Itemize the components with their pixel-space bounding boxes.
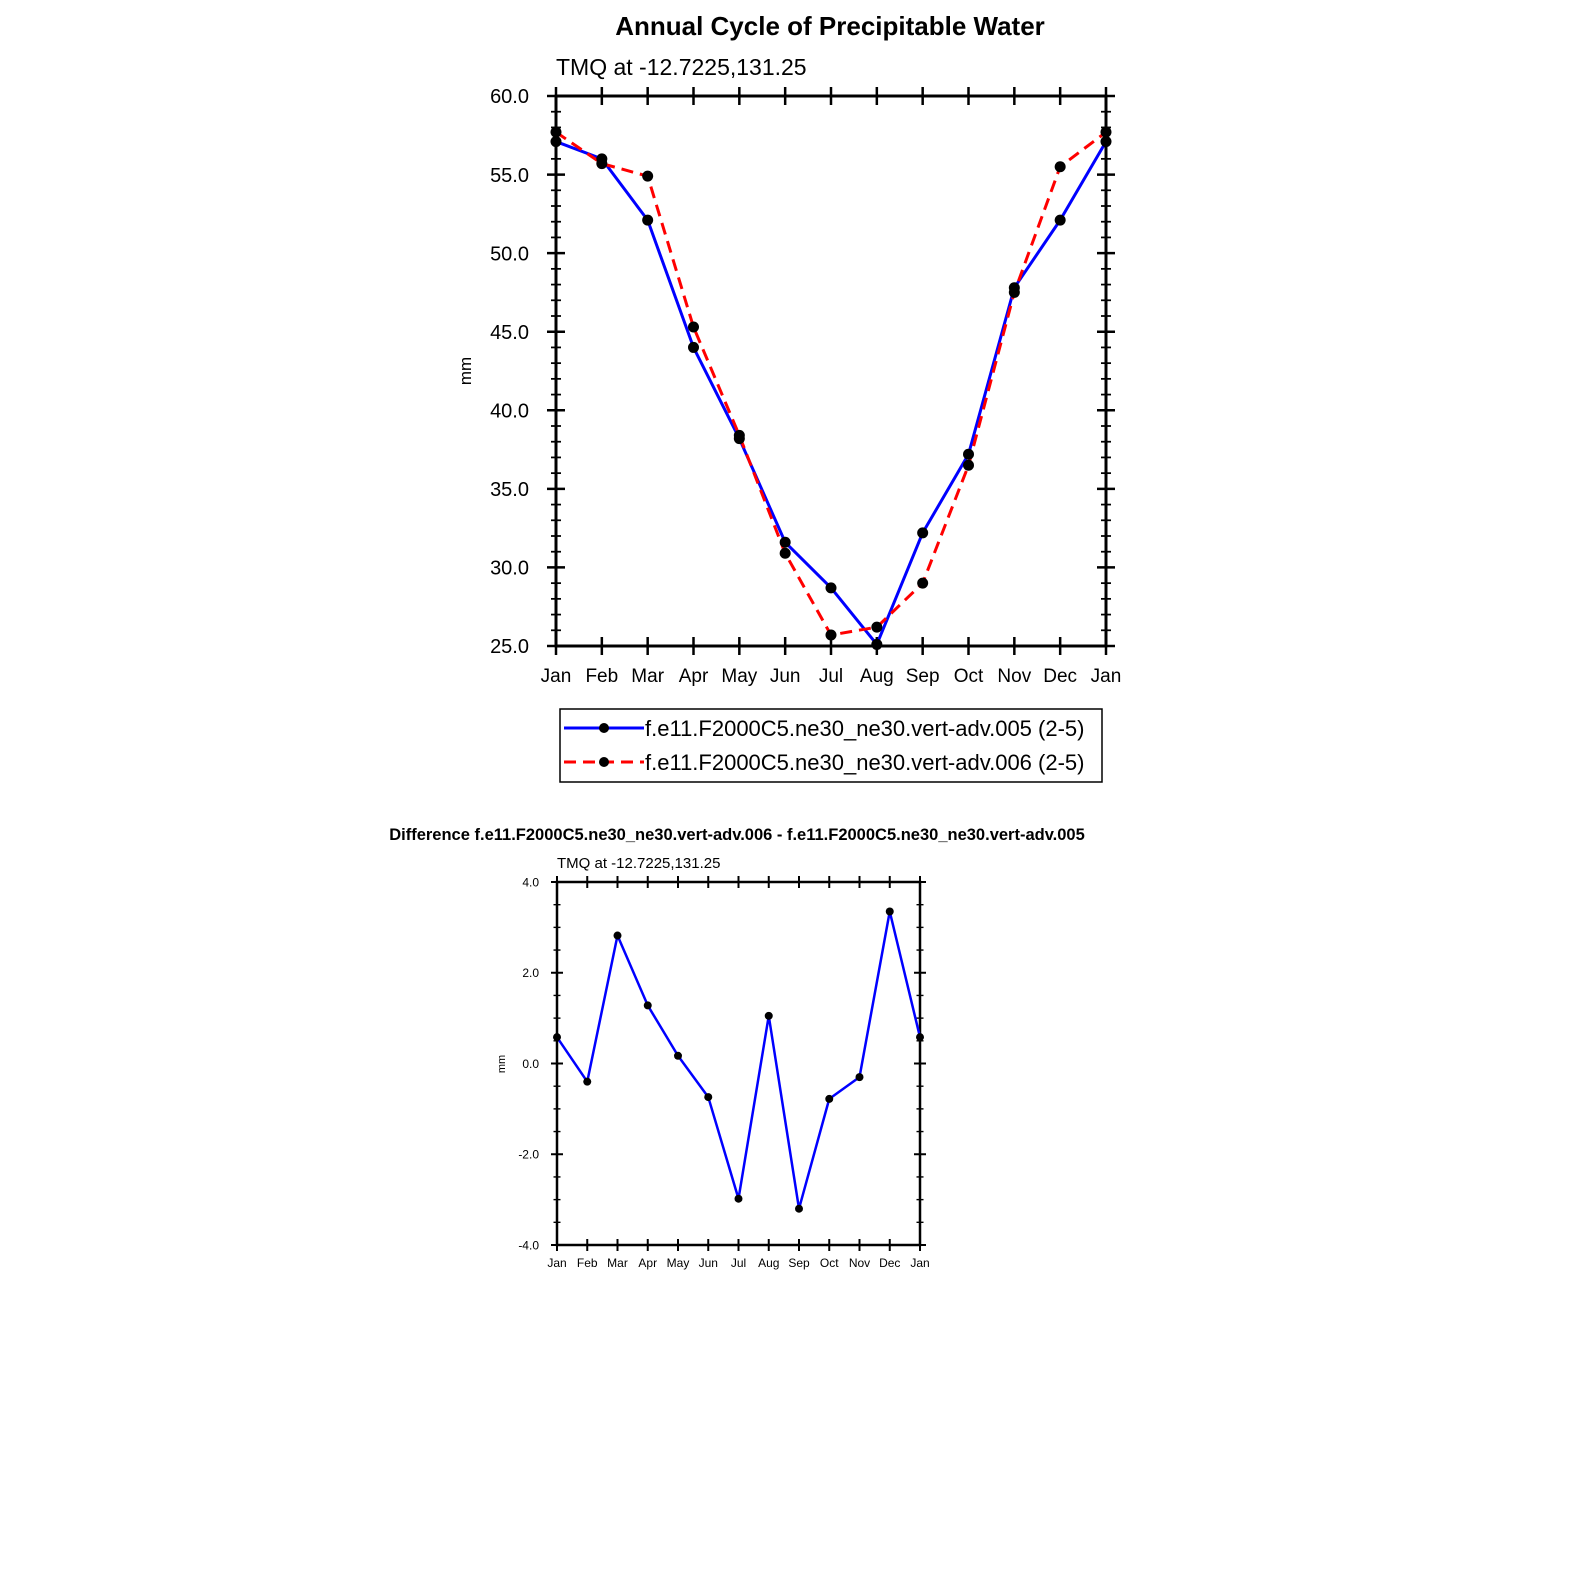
main-x-tick-label: Nov (997, 666, 1032, 687)
difference-y-tick-label: 4.0 (522, 875, 539, 890)
difference-y-tick-label: -4.0 (518, 1238, 539, 1253)
main-series-1-point (688, 342, 699, 353)
difference-series-1-point (916, 1033, 924, 1041)
main-x-tick-label: Oct (953, 666, 984, 687)
main-chart-title: Annual Cycle of Precipitable Water (615, 11, 1045, 41)
difference-series-1-point (856, 1073, 864, 1081)
main-x-tick-label: Jan (540, 666, 572, 687)
difference-x-tick-label: Jul (730, 1256, 747, 1270)
main-y-tick-label: 25.0 (490, 636, 529, 659)
main-series-1-point (917, 527, 928, 538)
main-y-tick-labels (490, 86, 529, 658)
main-series-2-point (826, 630, 837, 641)
difference-x-tick-label: Dec (879, 1256, 901, 1270)
difference-x-tick-label: Apr (638, 1256, 658, 1270)
difference-chart-title: Difference f.e11.F2000C5.ne30_ne30.vert-adv.006 - f.e11.F2000C5.ne30_ne30.vert-adv.005 (389, 826, 1085, 844)
legend-marker-series-2 (599, 757, 609, 767)
main-series-1-point (871, 639, 882, 650)
difference-y-tick-label: 2.0 (522, 966, 539, 981)
main-series-1-point (1101, 136, 1112, 147)
difference-series-1-point (765, 1012, 773, 1020)
main-x-tick-label: Jun (769, 666, 801, 687)
main-x-tick-label: Aug (859, 666, 894, 687)
difference-y-axis-label: mm (496, 1054, 508, 1074)
main-series-2-point (551, 127, 562, 138)
difference-series-1-point (553, 1033, 561, 1041)
difference-plot-frame (557, 882, 920, 1245)
main-series-1-point (551, 136, 562, 147)
main-series-2-point (1009, 287, 1020, 298)
difference-y-tick-label: -2.0 (518, 1147, 539, 1162)
main-series-1-line (556, 142, 1106, 645)
main-series-1-point (826, 582, 837, 593)
main-x-tick-label: Apr (678, 666, 709, 687)
main-x-tick-label: Jul (818, 666, 844, 687)
difference-chart-subtitle: TMQ at -12.7225,131.25 (557, 855, 721, 872)
legend-label-series-2: f.e11.F2000C5.ne30_ne30.vert-adv.006 (2-5) (645, 750, 1085, 775)
main-y-tick-label: 40.0 (490, 400, 529, 423)
difference-series-1-point (674, 1052, 682, 1060)
main-series-2-point (963, 460, 974, 471)
main-x-tick-labels (541, 666, 1122, 687)
main-series-2-point (596, 158, 607, 169)
legend-marker-series-1 (599, 723, 609, 733)
difference-y-tick-label: 0.0 (522, 1056, 539, 1071)
difference-series-1-point (704, 1093, 712, 1101)
main-x-tick-label: Jan (1090, 666, 1122, 687)
main-x-tick-label: May (721, 666, 758, 687)
legend-label-series-1: f.e11.F2000C5.ne30_ne30.vert-adv.005 (2-5) (645, 716, 1085, 741)
difference-y-tick-labels (518, 875, 539, 1252)
main-series-2-point (1055, 161, 1066, 172)
difference-x-tick-label: May (666, 1256, 690, 1270)
main-series-1-point (963, 449, 974, 460)
main-chart-subtitle: TMQ at -12.7225,131.25 (556, 54, 807, 80)
difference-x-tick-label: Nov (848, 1256, 871, 1270)
main-y-tick-label: 30.0 (490, 557, 529, 580)
difference-series-1-point (795, 1205, 803, 1213)
main-series-2-point (917, 578, 928, 589)
difference-series-1-point (825, 1095, 833, 1103)
difference-series-1-point (644, 1001, 652, 1009)
difference-x-tick-label: Mar (607, 1256, 628, 1270)
main-y-tick-label: 50.0 (490, 243, 529, 266)
main-y-tick-label: 55.0 (490, 164, 529, 187)
difference-x-tick-label: Sep (788, 1256, 810, 1270)
difference-series-1-point (614, 932, 622, 940)
main-series-2-point (1101, 127, 1112, 138)
difference-series-group (553, 907, 924, 1212)
main-y-tick-label: 60.0 (490, 86, 529, 109)
main-series-group (551, 127, 1112, 650)
difference-x-tick-labels (547, 1256, 929, 1270)
difference-x-tick-label: Jan (547, 1256, 567, 1270)
difference-series-1-point (735, 1195, 743, 1203)
main-series-1-point (642, 215, 653, 226)
main-series-2-point (734, 430, 745, 441)
main-y-tick-label: 45.0 (490, 321, 529, 344)
main-y-tick-label: 35.0 (490, 479, 529, 502)
difference-x-tick-label: Jan (910, 1256, 930, 1270)
main-series-2-point (780, 548, 791, 559)
difference-chart (389, 826, 1085, 1270)
difference-x-tick-label: Feb (576, 1256, 598, 1270)
main-x-tick-label: Dec (1043, 666, 1078, 687)
main-chart (456, 11, 1121, 687)
difference-series-1-line (557, 911, 920, 1208)
main-x-tick-label: Mar (631, 666, 665, 687)
main-y-axis-label: mm (456, 356, 475, 386)
main-x-tick-label: Sep (905, 666, 940, 687)
main-series-2-point (642, 171, 653, 182)
main-plot-frame (556, 96, 1106, 646)
main-series-1-point (780, 537, 791, 548)
difference-x-tick-label: Oct (819, 1256, 839, 1270)
main-series-1-point (1055, 215, 1066, 226)
difference-series-1-point (886, 907, 894, 915)
legend (560, 709, 1102, 782)
main-series-2-point (871, 622, 882, 633)
main-series-2-point (688, 322, 699, 333)
difference-x-tick-label: Jun (698, 1256, 718, 1270)
difference-series-1-point (583, 1078, 591, 1086)
main-x-tick-label: Feb (585, 666, 619, 687)
difference-x-tick-label: Aug (758, 1256, 780, 1270)
